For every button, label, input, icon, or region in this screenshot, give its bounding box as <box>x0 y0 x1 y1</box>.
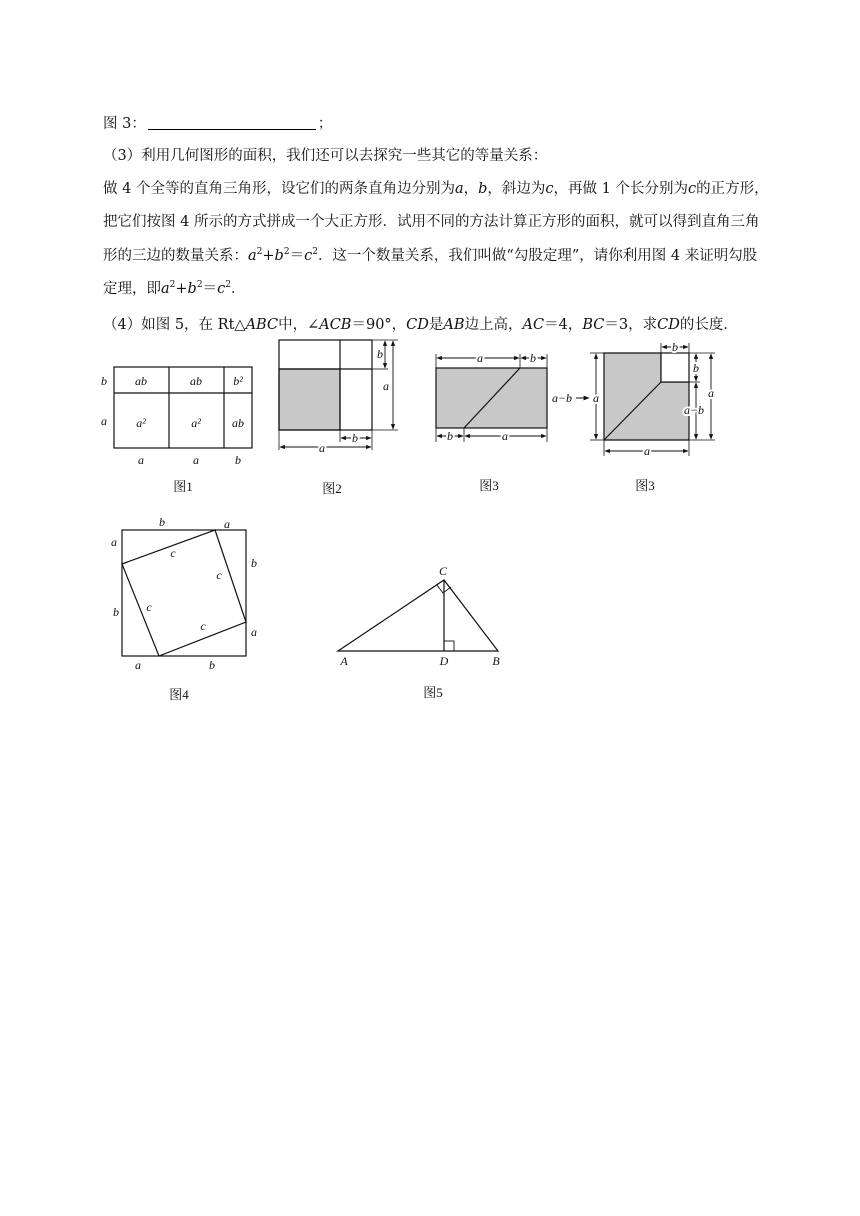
figure-3b <box>590 343 715 456</box>
fig3-answer-end: ； <box>317 116 333 132</box>
q4-bc: BC <box>582 317 605 333</box>
q4-acb: ACB <box>319 317 352 333</box>
q3-paragraph-line2: 把它们按图 4 所示的方式拼成一个大正方形．试用不同的方法计算正方形的面积，就可以得到直角三角 <box>103 214 760 230</box>
eq-equals: ＝ <box>289 248 305 264</box>
fig3a-label: a <box>477 351 483 365</box>
fig5-labels <box>339 564 500 668</box>
q3-p1-text: 做 4 个全等的直角三角形，设它们的两条直角边分别为 <box>103 181 455 197</box>
eq-b: b <box>187 281 197 297</box>
fig1-cell: a² <box>191 416 201 430</box>
q4-ac: AC <box>522 317 545 333</box>
fig3b-label: a <box>644 444 650 458</box>
q4-cd: CD <box>657 317 680 333</box>
eq-a: a <box>161 281 170 297</box>
fig1-cell: b² <box>233 374 243 388</box>
eq-exp: 2 <box>196 280 203 290</box>
fig4-label: a <box>224 517 230 531</box>
eq-c: c <box>304 248 313 264</box>
fig1-bottom-label: a <box>138 453 144 467</box>
q4-text: 边上高， <box>464 317 523 333</box>
eq-exp: 2 <box>283 247 290 257</box>
fig1-bottom-label: a <box>193 453 199 467</box>
q4-ab: AB <box>443 317 465 333</box>
fig3b-label: b <box>672 340 678 354</box>
fig2-shaded-square <box>279 369 340 430</box>
fig3b-small-square <box>661 353 689 382</box>
fig4-label: c <box>170 546 176 560</box>
q3-p1-end: 的正方形， <box>696 181 769 197</box>
figure-4 <box>122 530 246 656</box>
q3-title: （3）利用几何图形的面积，我们还可以去探究一些其它的等量关系： <box>103 148 548 164</box>
q4-abc: ABC <box>245 317 279 333</box>
fig4-label: a <box>251 625 257 639</box>
fig1-cell: ab <box>232 416 244 430</box>
fig5-caption: 图5 <box>423 685 443 700</box>
eq-a: a <box>248 248 257 264</box>
fig5-vertex-label: B <box>492 654 500 668</box>
fig2-label: b <box>352 431 358 445</box>
fig3a-label: a <box>502 429 508 443</box>
figure-5 <box>338 580 498 651</box>
eq-exp: 2 <box>225 280 231 290</box>
q4-text: ＝4， <box>544 317 583 333</box>
fig3-answer-label: 图 3： <box>103 116 146 132</box>
fig4-labels <box>111 515 257 672</box>
q3-p4-start: 定理，即 <box>103 281 161 297</box>
fig3a-label: b <box>530 351 536 365</box>
q4-text: （4）如图 5，在 Rt△ <box>103 317 246 333</box>
fig3b-caption: 图3 <box>635 478 655 493</box>
eq-c: c <box>217 281 226 297</box>
fig1-labels <box>101 374 244 467</box>
fig1-cell: ab <box>135 374 147 388</box>
q4-text: ＝90°， <box>351 317 407 333</box>
fig5-vertex-label: D <box>439 654 449 668</box>
q4-text: ＝3，求 <box>604 317 658 333</box>
eq-equals: ＝ <box>202 281 218 297</box>
eq-exp: 2 <box>169 280 176 290</box>
q3-p1-mid2: ，再做 1 个长分别为 <box>553 181 688 197</box>
fig4-label: c <box>146 600 152 614</box>
fig3a-caption: 图3 <box>479 478 499 493</box>
q4-text: 是 <box>428 317 444 333</box>
fig1-bottom-label: b <box>235 453 241 467</box>
fig4-label: b <box>113 605 119 619</box>
var-c: c <box>687 181 697 197</box>
fig4-label: c <box>216 568 222 582</box>
fig5-vertex-label: C <box>438 564 448 578</box>
eq-plus: + <box>262 248 275 264</box>
fig2-label: b <box>377 347 383 361</box>
var-b: b <box>478 181 488 197</box>
eq-exp: 2 <box>312 247 318 257</box>
fig2-label: a <box>383 379 389 393</box>
fig4-inner-square <box>122 530 246 656</box>
fig1-caption: 图1 <box>173 479 193 494</box>
fig4-label: c <box>200 619 206 633</box>
eq-plus: + <box>175 281 188 297</box>
q3-p3-mid: ．这一个数量关系，我们叫做“勾股定理”，请你利用图 4 来证明勾股 <box>317 248 758 264</box>
fig4-label: b <box>159 515 165 529</box>
fig4-outer-square <box>122 530 246 656</box>
eq-b: b <box>274 248 284 264</box>
fig3a-label: a−b <box>551 391 573 405</box>
q3-p1-mid: ，斜边为 <box>487 181 546 197</box>
fig1-side-label: b <box>101 374 107 388</box>
fig5-vertex-label: A <box>340 654 348 668</box>
eq-exp: 2 <box>256 247 263 257</box>
q4-cd: CD <box>406 317 429 333</box>
var-a: a <box>454 181 464 197</box>
fig5-right-angle-mark-d <box>444 641 454 651</box>
q4-text: 中，∠ <box>278 317 320 333</box>
q4-text: 的长度． <box>679 317 738 333</box>
fig4-label: a <box>111 535 117 549</box>
fig3a-label: b <box>447 429 453 443</box>
fig4-caption: 图4 <box>169 687 189 702</box>
fig3b-label: a <box>708 386 714 400</box>
fig3b-label: a−b <box>683 403 705 417</box>
fig5-triangle <box>338 580 498 651</box>
q3-p4-end: ． <box>230 281 246 297</box>
q3-p1-comma: ， <box>463 181 479 197</box>
fig4-label: b <box>251 556 257 570</box>
q3-p3-start: 形的三边的数量关系： <box>103 248 248 264</box>
fig3b-label: a <box>593 391 599 405</box>
fig4-label: a <box>135 658 141 672</box>
fig1-side-label: a <box>101 414 107 428</box>
fig3b-label: b <box>693 361 699 375</box>
fig4-label: b <box>209 658 215 672</box>
fig2-label: a <box>319 441 325 455</box>
fig2-caption: 图2 <box>322 481 342 496</box>
fig1-cell: a² <box>136 416 146 430</box>
var-c: c <box>545 181 554 197</box>
fig1-cell: ab <box>190 374 202 388</box>
